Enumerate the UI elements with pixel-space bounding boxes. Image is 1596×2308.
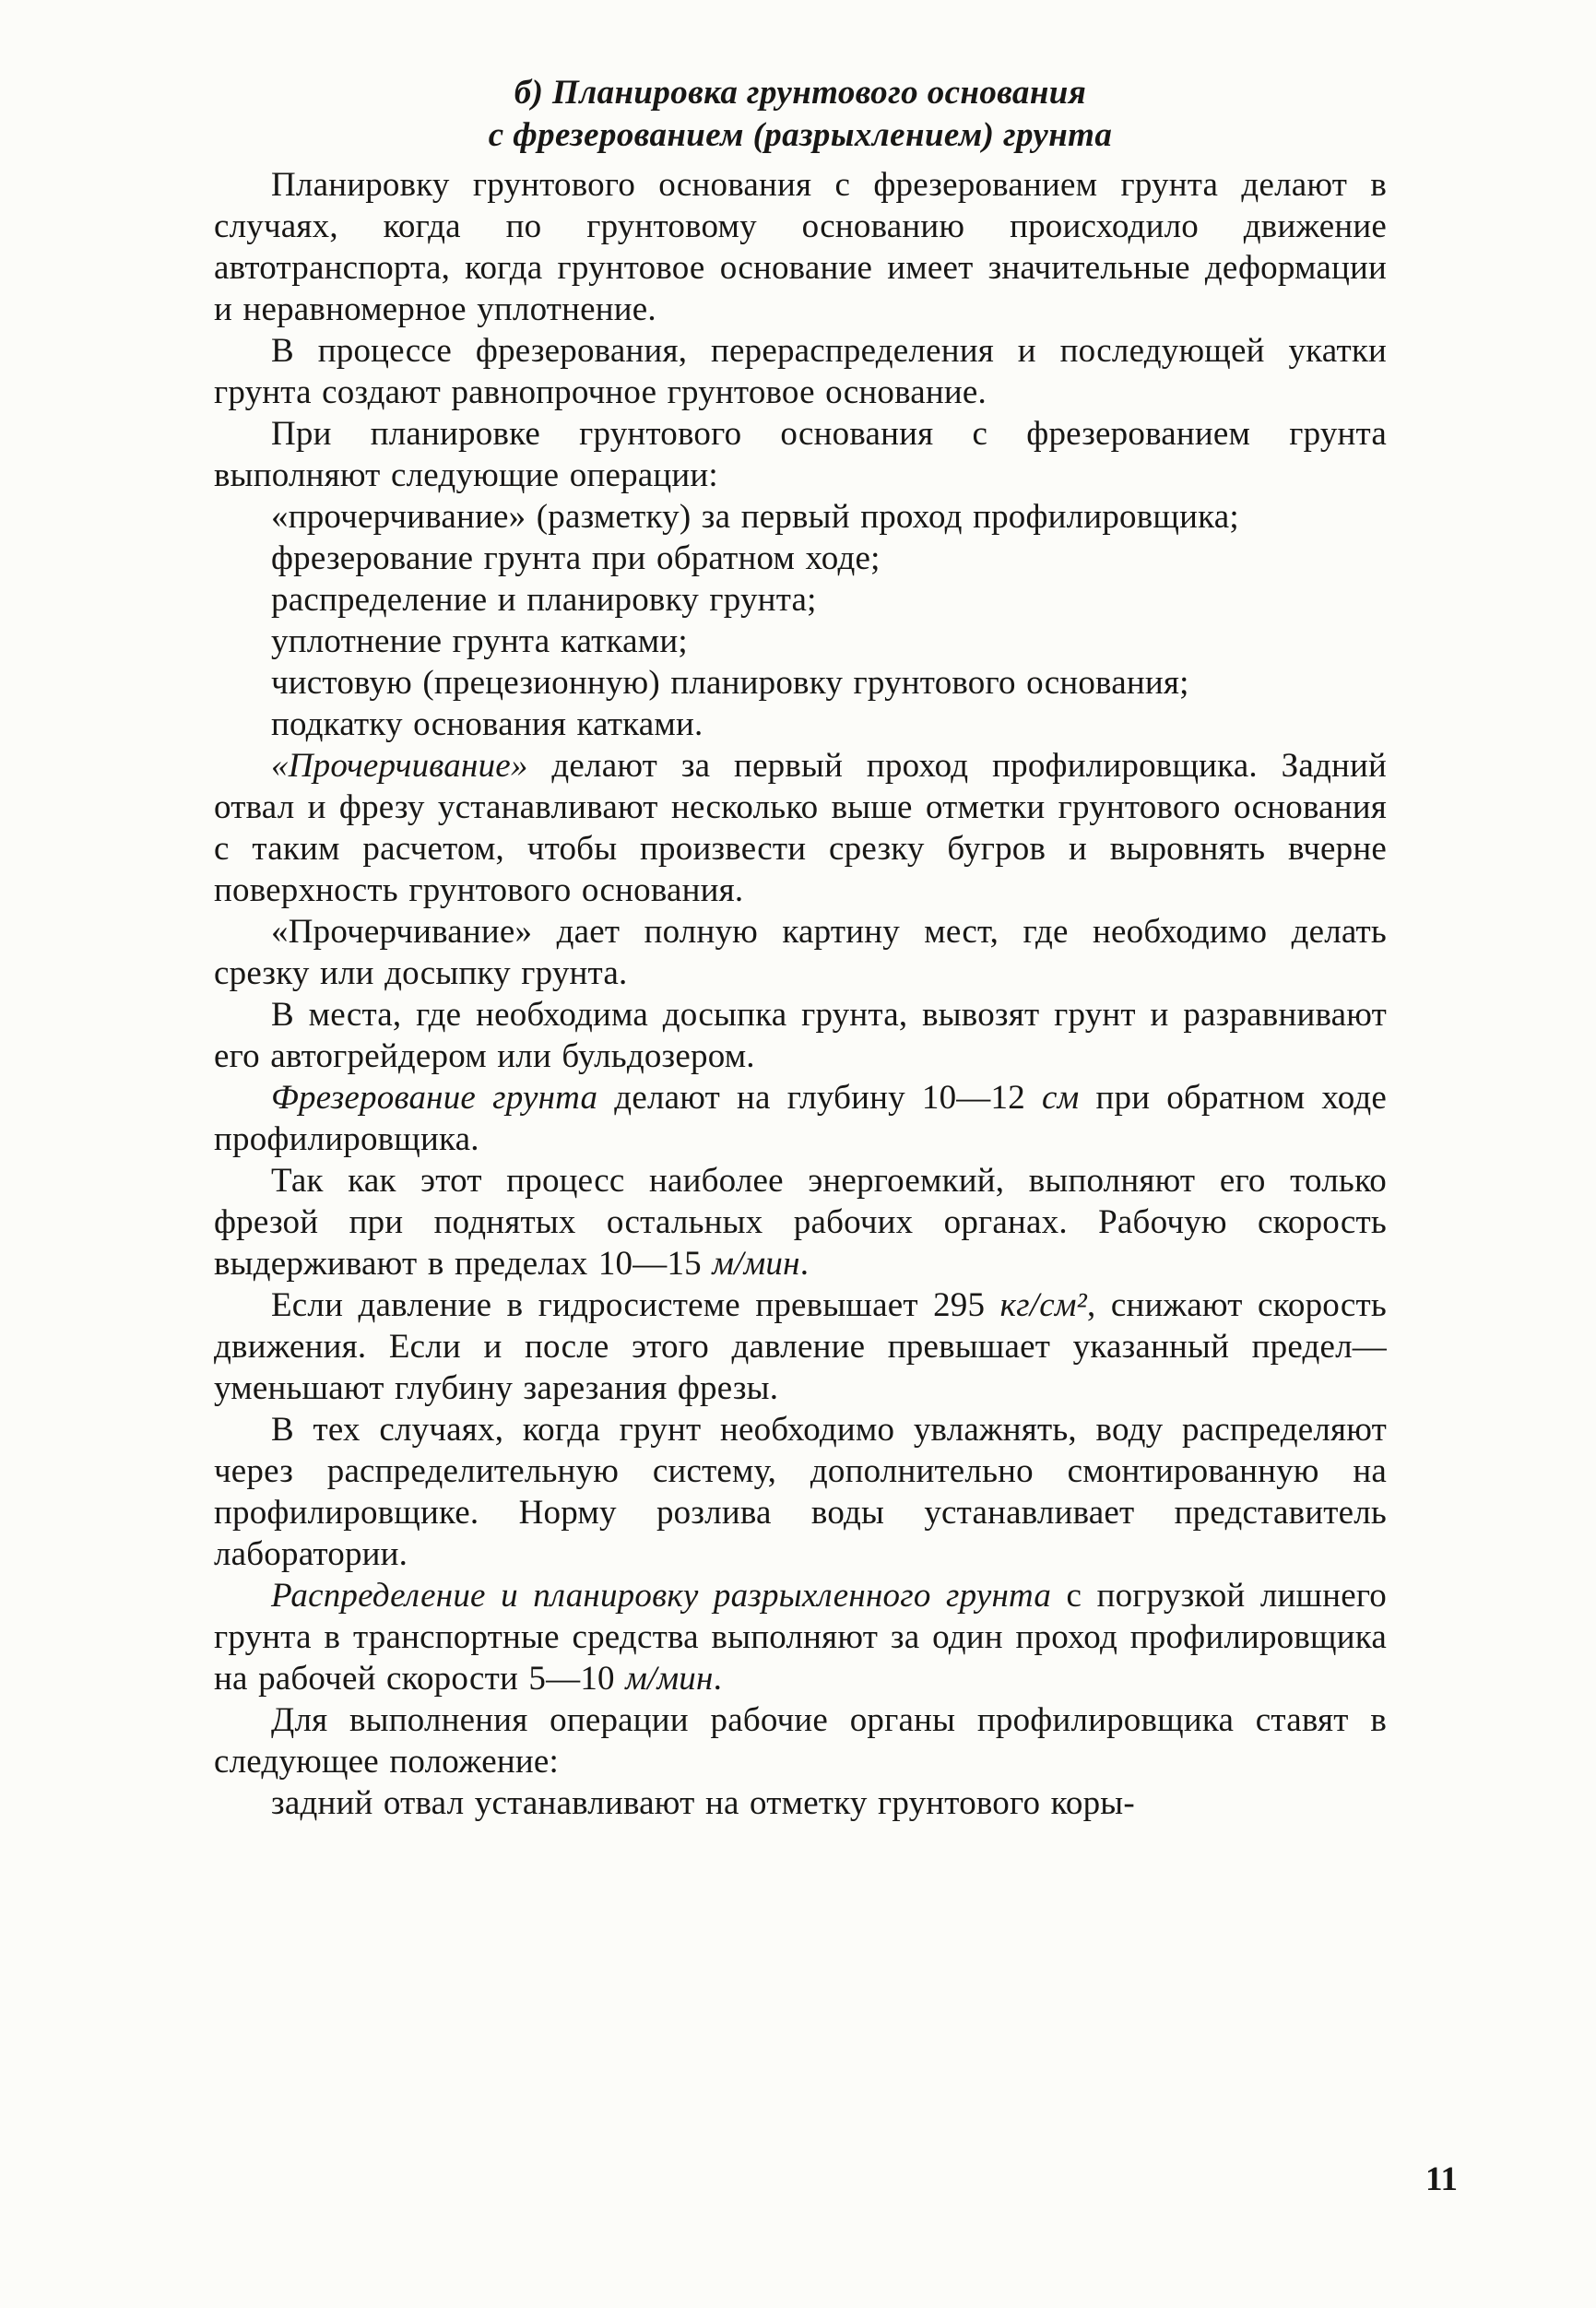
paragraph: [214, 745, 1387, 911]
section-heading: [214, 72, 1387, 157]
text-block: [214, 72, 1387, 1824]
paragraph: [214, 662, 1387, 704]
text-run: подкатку основания катками.: [271, 705, 703, 743]
text-run: задний отвал устанавливают на отметку грунтового коры-: [271, 1784, 1135, 1822]
text-run: м/мин: [625, 1660, 714, 1698]
text-run: В тех случаях, когда грунт необходимо увлажнять, воду распределяют через распределительную систему, дополнительно смонтированную на профилировщике. Норму розлива воды устанавливает представитель лаборатории.: [214, 1411, 1387, 1573]
paragraph: [214, 1160, 1387, 1284]
text-run: .: [799, 1245, 810, 1283]
paragraph: [214, 911, 1387, 994]
text-run: чистовую (прецезионную) планировку грунтового основания;: [271, 664, 1189, 702]
text-run: В места, где необходима досыпка грунта, вывозят грунт и разравнивают его автогрейдером или бульдозером.: [214, 996, 1387, 1075]
paragraph: [214, 164, 1387, 330]
heading-line-2: с фрезерованием (разрыхлением) грунта: [488, 116, 1113, 154]
text-run: «прочерчивание» (разметку) за первый проход профилировщика;: [271, 498, 1239, 536]
paragraph: [214, 1575, 1387, 1699]
text-run: Планировку грунтового основания с фрезерованием грунта делают в случаях, когда по грунтовому основанию происходило движение автотранспорта, когда грунтовое основание имеет значительные деформации и неравномерное уплотнение.: [214, 166, 1387, 328]
paragraph: [214, 330, 1387, 413]
text-run: уплотнение грунта катками;: [271, 622, 688, 660]
text-run: см: [1041, 1079, 1080, 1117]
text-run: кг/см²: [999, 1286, 1087, 1324]
text-run: «Прочерчивание»: [271, 747, 528, 785]
text-run: В процессе фрезерования, перераспределения и последующей укатки грунта создают равнопрочное грунтовое основание.: [214, 332, 1387, 411]
paragraph: [214, 538, 1387, 579]
text-run: , снижают скорость движения. Если и после этого давление превышает указанный предел—уменьшают глубину зарезания фрезы.: [214, 1286, 1387, 1407]
paragraph: [214, 994, 1387, 1077]
text-run: делают за первый проход профилировщика. Задний отвал и фрезу устанавливают несколько выше отметки грунтового основания с таким расчетом, чтобы произвести срезку бугров и выровнять вчерне поверхность грунтового основания.: [214, 747, 1387, 909]
text-run: делают на глубину 10—12: [597, 1079, 1042, 1117]
text-run: с погрузкой лишнего грунта в транспортные средства выполняют за один проход профилировщика на рабочей скорости 5—10: [214, 1577, 1387, 1698]
text-run: распределение и планировку грунта;: [271, 581, 817, 619]
text-run: .: [713, 1660, 723, 1698]
paragraph: [214, 1409, 1387, 1575]
page-number: 11: [1425, 2160, 1458, 2198]
paragraph: [214, 1699, 1387, 1782]
paragraph: [214, 496, 1387, 538]
text-run: Для выполнения операции рабочие органы профилировщика ставят в следующее положение:: [214, 1701, 1387, 1781]
paragraph: [214, 579, 1387, 621]
paragraph: [214, 1077, 1387, 1160]
heading-line-1: б) Планировка грунтового основания: [514, 74, 1087, 112]
paragraph: [214, 704, 1387, 745]
text-run: Распределение и планировку разрыхленного грунта: [271, 1577, 1052, 1615]
text-run: м/мин: [712, 1245, 800, 1283]
text-run: При планировке грунтового основания с фрезерованием грунта выполняют следующие операции:: [214, 415, 1387, 494]
paragraph: [214, 413, 1387, 496]
paragraph: [214, 1284, 1387, 1409]
text-run: при обратном ходе профилировщика.: [214, 1079, 1387, 1158]
text-run: фрезерование грунта при обратном ходе;: [271, 539, 881, 577]
text-run: Если давление в гидросистеме превышает 295: [271, 1286, 1000, 1324]
text-run: «Прочерчивание» дает полную картину мест, где необходимо делать срезку или досыпку грунта.: [214, 913, 1387, 992]
paragraph: [214, 1782, 1387, 1824]
text-run: Так как этот процесс наиболее энергоемкий, выполняют его только фрезой при поднятых остальных рабочих органах. Рабочую скорость выдерживают в пределах 10—15: [214, 1162, 1387, 1283]
text-run: Фрезерование грунта: [271, 1079, 598, 1117]
body-text: [214, 164, 1387, 1824]
paragraph: [214, 621, 1387, 662]
